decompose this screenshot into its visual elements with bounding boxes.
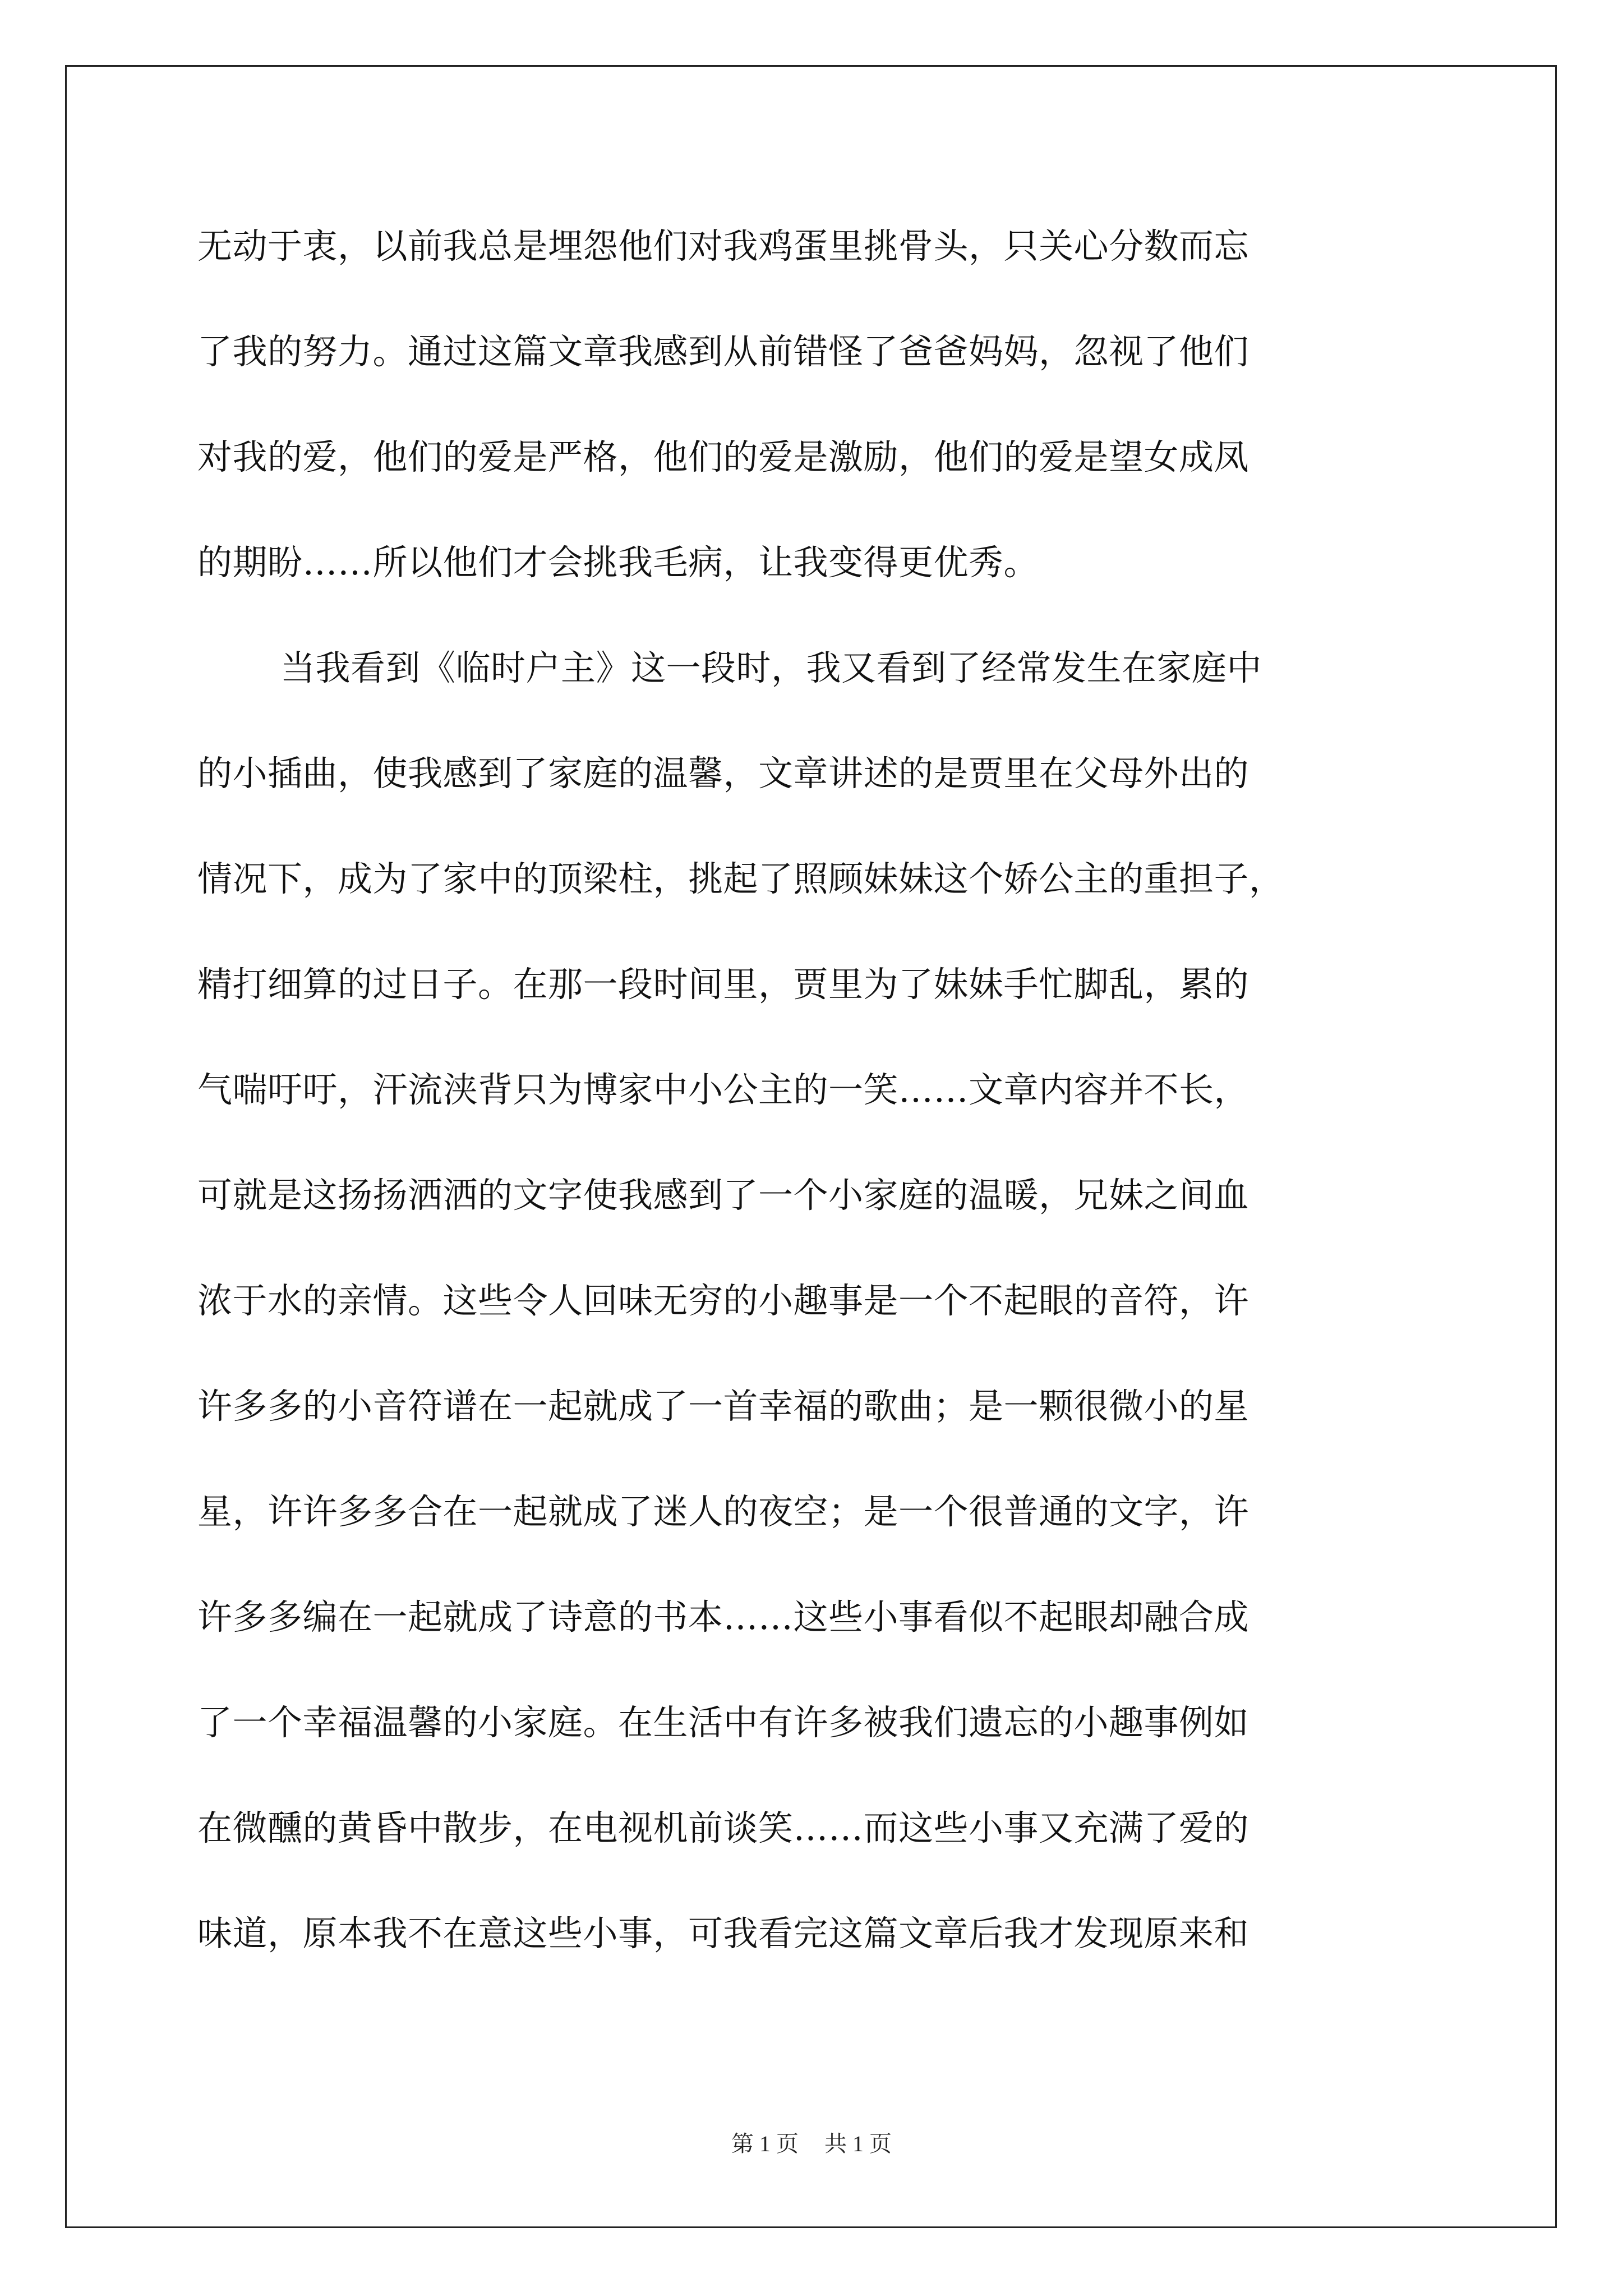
text-line: 了我的努力。通过这篇文章我感到从前错怪了爸爸妈妈，忽视了他们 — [197, 331, 1249, 372]
text-line: 许多多编在一起就成了诗意的书本……这些小事看似不起眼却融合成 — [197, 1596, 1249, 1637]
text-line: 对我的爱，他们的爱是严格，他们的爱是激励，他们的爱是望女成凤 — [197, 436, 1249, 477]
text-line: 浓于水的亲情。这些令人回味无穷的小趣事是一个不起眼的音符，许 — [197, 1280, 1249, 1321]
text-line: 的期盼……所以他们才会挑我毛病，让我变得更优秀。 — [197, 542, 1039, 583]
text-line: 的小插曲，使我感到了家庭的温馨，文章讲述的是贾里在父母外出的 — [197, 753, 1249, 794]
paragraph-start-line: 当我看到《临时户主》这一段时，我又看到了经常发生在家庭中 — [280, 647, 1262, 688]
text-line: 在微醺的黄昏中散步，在电视机前谈笑……而这些小事又充满了爱的 — [197, 1807, 1249, 1848]
text-line: 可就是这扬扬洒洒的文字使我感到了一个小家庭的温暖，兄妹之间血 — [197, 1175, 1249, 1216]
text-line: 无动于衷，以前我总是埋怨他们对我鸡蛋里挑骨头，只关心分数而忘 — [197, 226, 1249, 266]
page-number: 第 1 页 — [731, 2131, 799, 2156]
text-line: 气喘吁吁，汗流浃背只为博家中小公主的一笑……文章内容并不长， — [197, 1069, 1249, 1110]
text-line: 情况下，成为了家中的顶梁柱，挑起了照顾妹妹这个娇公主的重担子， — [197, 858, 1284, 899]
page-total: 共 1 页 — [824, 2131, 892, 2156]
page-footer — [0, 2126, 1623, 2158]
text-line: 了一个幸福温馨的小家庭。在生活中有许多被我们遗忘的小趣事例如 — [197, 1702, 1249, 1743]
document-body — [197, 194, 1459, 1986]
text-line: 许多多的小音符谱在一起就成了一首幸福的歌曲；是一颗很微小的星 — [197, 1386, 1249, 1427]
text-line: 味道，原本我不在意这些小事，可我看完这篇文章后我才发现原来和 — [197, 1913, 1249, 1954]
text-line: 星，许许多多合在一起就成了迷人的夜空；是一个很普通的文字，许 — [197, 1491, 1249, 1532]
text-line: 精打细算的过日子。在那一段时间里，贾里为了妹妹手忙脚乱，累的 — [197, 964, 1249, 1005]
